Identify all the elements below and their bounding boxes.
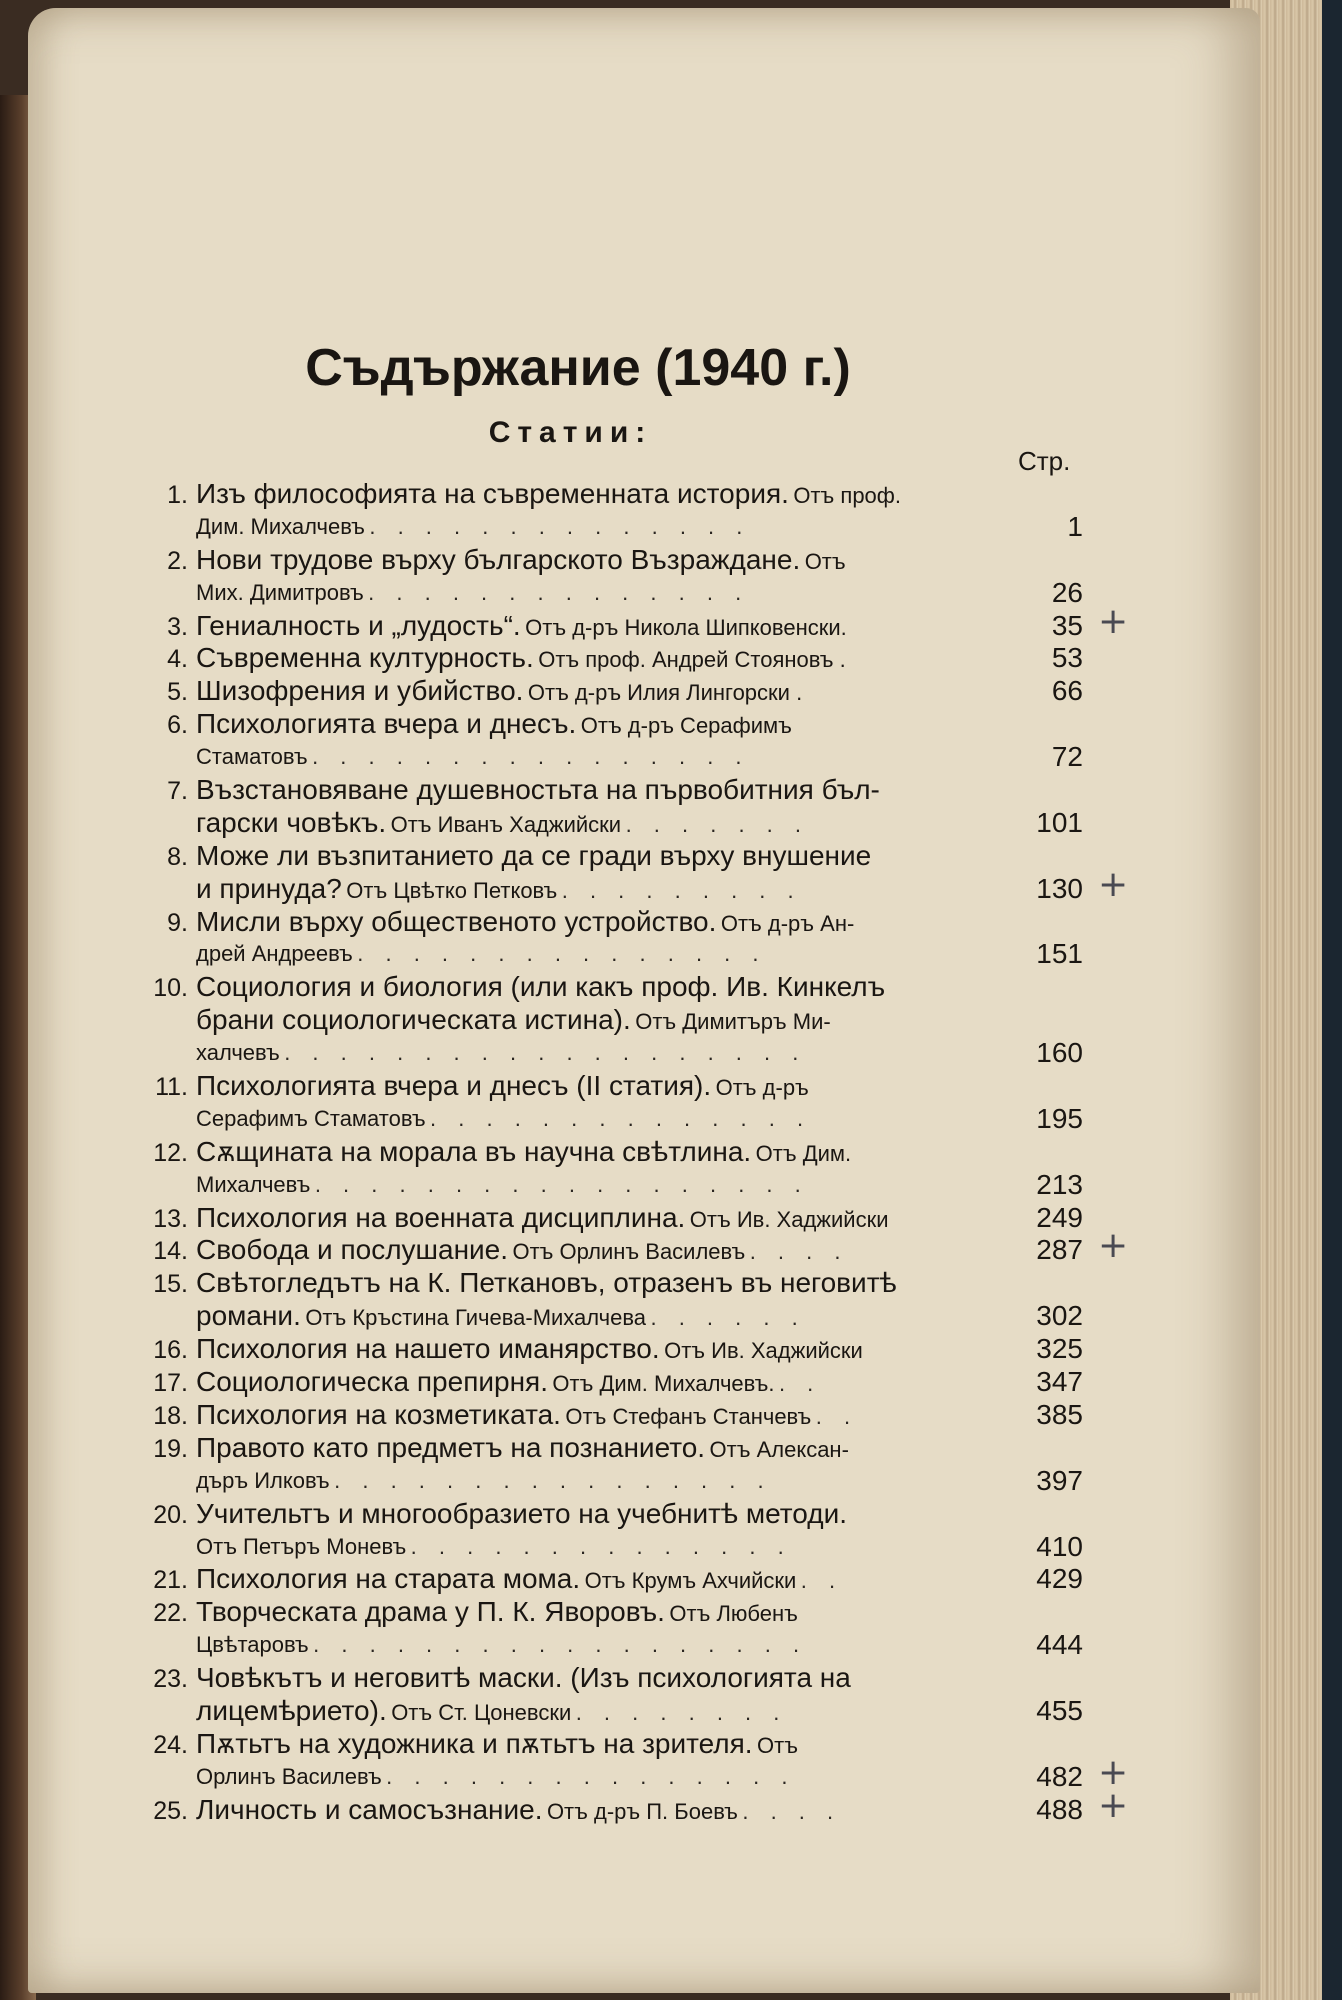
entry-title: Съвременна културность. — [196, 642, 534, 674]
toc-entry-line — [148, 1070, 1083, 1103]
toc-entry-line — [148, 708, 1083, 741]
entry-author: Отъ Кръстина Гичева-Михалчева — [305, 1305, 647, 1331]
entry-number: 14. — [153, 1237, 188, 1266]
entry-number: 11. — [155, 1073, 188, 1102]
leader-dots: . . . . . . . . . . . . . . — [410, 1533, 792, 1559]
toc-entry — [148, 1267, 1083, 1333]
toc-entry-line — [148, 544, 1083, 577]
toc-entry-line — [148, 840, 1083, 873]
toc-entry-line — [148, 1169, 1083, 1202]
toc-entry-line — [148, 1004, 1083, 1037]
entry-author: Отъ — [804, 548, 846, 574]
entry-number: 6. — [167, 711, 188, 740]
toc-entry-line — [148, 741, 1083, 774]
entry-author: Отъ Цвѣтко Петковъ — [346, 877, 558, 903]
toc-entry — [148, 1399, 1083, 1432]
entry-title: гарски човѣкъ. — [196, 806, 387, 838]
toc-entry-line — [148, 1366, 1083, 1399]
handwritten-plus-mark: + — [1098, 863, 1129, 905]
entry-author: Отъ Орлинъ Василевъ — [512, 1239, 746, 1265]
entry-author: Отъ — [757, 1732, 798, 1758]
entry-page-number: 101 — [1036, 806, 1083, 838]
toc-entry-line — [148, 1784, 1129, 1827]
entry-number: 23. — [153, 1665, 188, 1694]
toc-entry-line — [148, 1498, 1083, 1531]
entry-title: Психологията вчера и днесъ. — [196, 708, 577, 740]
toc-entry — [148, 1662, 1083, 1728]
entry-author: Отъ проф. Андрей Стояновъ . — [538, 647, 846, 673]
toc-entry — [148, 1596, 1083, 1662]
entry-number: 24. — [153, 1730, 188, 1759]
leader-dots: . . — [800, 1568, 844, 1594]
entry-author: Отъ Димитъръ Ми- — [635, 1009, 831, 1035]
entry-title: Пѫтьтъ на художника и пѫтьтъ на зрителя. — [196, 1727, 753, 1759]
leader-dots: . . . . . . . . . . . . . . . . — [312, 744, 750, 770]
toc-entry-line — [148, 1751, 1129, 1794]
entry-author: Стаматовъ — [196, 744, 308, 770]
book-page — [28, 8, 1260, 1993]
entry-author: Дим. Михалчевъ — [196, 513, 365, 539]
entry-number: 13. — [153, 1204, 188, 1233]
table-of-contents — [148, 478, 1129, 1827]
entry-title: Учительтъ и многообразието на учебнитѣ методи. — [196, 1497, 847, 1529]
leader-dots: . . . . . . . . . . . . . . . . . . — [314, 1171, 809, 1197]
entry-title: Сѫщината на морала въ научна свѣтлина. — [196, 1135, 752, 1167]
toc-entry — [148, 1225, 1129, 1267]
toc-entry-line — [148, 774, 1083, 807]
entry-author: дрей Андреевъ — [196, 941, 353, 967]
entry-number: 3. — [167, 612, 188, 641]
toc-entry — [148, 774, 1083, 840]
entry-author: Отъ д-ръ Серафимъ — [580, 713, 792, 739]
handwritten-plus-mark: + — [1098, 1751, 1129, 1793]
entry-author: Отъ Дим. Михалчевъ. — [552, 1371, 775, 1397]
toc-entry-line — [148, 600, 1129, 643]
handwritten-plus-mark: + — [1098, 600, 1129, 642]
toc-entry — [148, 1432, 1083, 1498]
toc-entry — [148, 839, 1129, 906]
toc-entry-line — [148, 1695, 1083, 1728]
entry-number: 25. — [153, 1796, 188, 1825]
toc-entry-line — [148, 675, 1083, 708]
entry-number: 18. — [153, 1401, 188, 1430]
entry-title: Шизофрения и убийство. — [196, 675, 524, 707]
toc-entry-line — [148, 1225, 1129, 1267]
entry-number: 5. — [167, 678, 188, 707]
entry-page-number: 160 — [1036, 1037, 1083, 1069]
page-column-heading: Стр. — [1018, 446, 1071, 476]
leader-dots: . . . . . . — [650, 1305, 806, 1331]
toc-entry-line — [148, 511, 1083, 544]
entry-title: Психология на козметиката. — [196, 1398, 561, 1430]
entry-title: брани социологическата истина). — [196, 1004, 631, 1036]
entry-author: халчевъ — [196, 1040, 280, 1066]
entry-title: Мисли върху общественото устройство. — [196, 905, 717, 937]
toc-entry-line — [148, 1333, 1083, 1366]
leader-dots: . . . . . . . . . — [561, 877, 802, 903]
entry-author: Михалчевъ — [196, 1171, 311, 1197]
entry-author: Отъ Дим. — [755, 1140, 852, 1166]
toc-entry — [148, 971, 1083, 1070]
entry-title: Свѣтогледътъ на К. Петкановъ, отразенъ въ неговитѣ — [196, 1267, 897, 1299]
toc-entry-line — [148, 1103, 1083, 1136]
entry-page-number: 444 — [1036, 1629, 1083, 1661]
entry-number: 10. — [153, 974, 188, 1003]
entry-title: Психология на военната дисциплина. — [196, 1201, 686, 1233]
toc-entry-line — [148, 1629, 1083, 1662]
entry-title: Изъ философията на съвременната история. — [196, 478, 789, 509]
entry-author: Серафимъ Стаматовъ — [196, 1105, 426, 1131]
entry-title: лицемѣрието). — [196, 1694, 387, 1726]
entry-page-number: 410 — [1036, 1530, 1083, 1562]
entry-author: Отъ Иванъ Хаджийски — [390, 811, 622, 837]
toc-entry — [148, 1202, 1083, 1235]
entry-page-number: 130 — [1036, 872, 1083, 904]
toc-entry — [148, 906, 1083, 972]
leader-dots: . . — [778, 1371, 822, 1397]
entry-number: 7. — [167, 777, 188, 806]
toc-entry-line — [148, 1563, 1083, 1596]
entry-page-number: 35 — [1051, 609, 1083, 641]
entry-page-number: 429 — [1036, 1563, 1083, 1595]
entry-page-number: 397 — [1036, 1464, 1083, 1496]
entry-number: 12. — [153, 1138, 188, 1167]
entry-title: Правото като предметъ на познанието. — [196, 1431, 706, 1463]
entry-title: Психология на нашето иманярство. — [196, 1333, 660, 1365]
toc-entry-line — [148, 807, 1083, 840]
entry-title: Гениалность и „лудость“. — [196, 609, 521, 641]
entry-author: Отъ д-ръ Ан- — [720, 910, 855, 936]
entry-number: 15. — [153, 1270, 188, 1299]
entry-page-number: 302 — [1036, 1300, 1083, 1332]
entry-page-number: 482 — [1036, 1760, 1083, 1792]
toc-entry-line — [148, 1662, 1083, 1695]
entry-number: 20. — [153, 1500, 188, 1529]
entry-title: Личность и самосъзнание. — [196, 1793, 543, 1825]
toc-entry — [148, 1136, 1083, 1202]
leader-dots: . . . . . . . — [625, 811, 810, 837]
entry-number: 1. — [167, 481, 188, 509]
leader-dots: . . . . — [742, 1798, 842, 1824]
handwritten-plus-mark: + — [1098, 1225, 1129, 1267]
toc-entry-line — [148, 1300, 1083, 1333]
leader-dots: . . . . . . . . . . . . . . . . — [334, 1467, 772, 1493]
entry-number: 16. — [153, 1336, 188, 1365]
entry-title: романи. — [196, 1300, 301, 1332]
toc-entry — [148, 675, 1083, 708]
entry-title: Възстановяване душевностьта на първобитния бъл- — [196, 774, 880, 806]
toc-entry-line — [148, 1432, 1083, 1465]
entry-title: Свобода и послушание. — [196, 1234, 509, 1266]
entry-number: 17. — [153, 1369, 188, 1398]
entry-author: Цвѣтаровъ — [196, 1632, 309, 1658]
toc-entry-line — [148, 1399, 1083, 1432]
toc-entry — [148, 1333, 1083, 1366]
toc-entry-line — [148, 938, 1083, 971]
section-heading: Статии: — [488, 416, 653, 449]
leader-dots: . . . . . . . . . . . . . . — [369, 513, 751, 539]
leader-dots: . . — [815, 1403, 859, 1429]
entry-page-number: 195 — [1036, 1102, 1083, 1134]
entry-title: Човѣкътъ и неговитѣ маски. (Изъ психологията на — [196, 1662, 851, 1694]
entry-author: дъръ Илковъ — [196, 1467, 330, 1493]
handwritten-plus-mark: + — [1098, 1784, 1129, 1826]
entry-title: Психологията вчера и днесъ (II статия). — [196, 1070, 712, 1102]
entry-author: Отъ Крумъ Ахчийски — [584, 1568, 797, 1594]
entry-title: Социология и биология (или какъ проф. Ив. Кинкелъ — [196, 971, 886, 1003]
leader-dots: . . . . . . . . . . . . . . — [368, 579, 750, 605]
toc-entry-line — [148, 1728, 1083, 1761]
toc-entry-line — [148, 1465, 1083, 1498]
toc-entry-line — [148, 642, 1083, 675]
entry-number: 8. — [167, 842, 188, 871]
toc-entry-line — [148, 1267, 1083, 1300]
entry-page-number: 26 — [1051, 576, 1083, 608]
leader-dots: . . . . . . . . — [575, 1699, 788, 1725]
toc-entry — [148, 642, 1083, 675]
entry-page-number: 53 — [1051, 642, 1083, 674]
entry-title: и принуда? — [196, 872, 342, 904]
entry-page-number: 151 — [1036, 938, 1083, 970]
toc-entry — [148, 1563, 1083, 1596]
entry-author: Отъ Стефанъ Станчевъ — [565, 1403, 812, 1429]
entry-author: Отъ д-ръ Илия Лингорски . — [527, 680, 803, 706]
leader-dots: . . . . . . . . . . . . . . . . . . — [313, 1632, 808, 1658]
toc-entry-line — [148, 1037, 1083, 1070]
toc-entry — [148, 1366, 1083, 1399]
entry-title: Може ли възпитанието да се гради върху внушение — [196, 839, 872, 871]
entry-author: Отъ Петъръ Моневъ — [196, 1533, 407, 1559]
toc-entry — [148, 1070, 1083, 1136]
entry-page-number: 287 — [1036, 1234, 1083, 1266]
entry-author: Отъ проф. — [793, 483, 902, 508]
entry-page-number: 249 — [1036, 1201, 1083, 1233]
toc-entry-line — [148, 863, 1129, 906]
entry-number: 4. — [167, 645, 188, 674]
entry-title: Творческата драма у П. К. Яворовъ. — [196, 1596, 665, 1628]
entry-author: Отъ Ив. Хаджийски — [664, 1338, 863, 1364]
entry-author: Отъ д-ръ — [715, 1075, 809, 1101]
page-title: Съдържание (1940 г.) — [305, 339, 851, 397]
entry-author: Отъ д-ръ П. Боевъ — [546, 1798, 738, 1824]
entry-author: Отъ д-ръ Никола Шипковенски. — [525, 614, 847, 640]
toc-entry-line — [148, 1531, 1083, 1564]
leader-dots: . . . . . . . . . . . . . . . . . . . — [284, 1040, 807, 1066]
toc-entry-line — [148, 906, 1083, 939]
leader-dots: . . . . — [749, 1239, 849, 1265]
entry-page-number: 72 — [1051, 741, 1083, 773]
leader-dots: . . . . . . . . . . . . . . . — [357, 941, 767, 967]
entry-title: Социологическа препирня. — [196, 1366, 548, 1398]
toc-entry — [148, 544, 1083, 610]
entry-page-number: 213 — [1036, 1168, 1083, 1200]
entry-title: Психология на старата мома. — [196, 1563, 581, 1595]
toc-entry-line — [148, 577, 1083, 610]
entry-number: 21. — [153, 1566, 188, 1595]
entry-page-number: 488 — [1036, 1793, 1083, 1825]
leader-dots: . . . . . . . . . . . . . . — [430, 1105, 812, 1131]
toc-entry — [148, 1727, 1129, 1794]
entry-number: 19. — [153, 1434, 188, 1463]
toc-entry — [148, 600, 1129, 643]
entry-author: Мих. Димитровъ — [196, 579, 364, 605]
toc-entry-line — [148, 971, 1083, 1004]
toc-entry — [148, 1498, 1083, 1564]
entry-author: Орлинъ Василевъ — [196, 1763, 382, 1789]
entry-page-number: 325 — [1036, 1333, 1083, 1365]
toc-entry-line — [148, 1596, 1083, 1629]
entry-page-number: 347 — [1036, 1366, 1083, 1398]
entry-number: 9. — [167, 908, 188, 937]
entry-page-number: 66 — [1051, 675, 1083, 707]
toc-entry — [148, 708, 1083, 774]
entry-page-number: 455 — [1036, 1694, 1083, 1726]
entry-title: Нови трудове върху българското Възраждане. — [196, 543, 801, 575]
toc-entry-line — [148, 478, 1083, 511]
toc-entry — [148, 1784, 1129, 1827]
entry-page-number: 385 — [1036, 1398, 1083, 1430]
entry-number: 2. — [167, 546, 188, 575]
toc-entry-line — [148, 1136, 1083, 1169]
entry-author: Отъ Любенъ — [669, 1601, 798, 1627]
entry-page-number: 1 — [1067, 510, 1083, 542]
entry-author: Отъ Алексан- — [709, 1436, 849, 1462]
toc-entry — [148, 478, 1083, 544]
toc-entry-line — [148, 1202, 1083, 1235]
leader-dots: . . . . . . . . . . . . . . . — [386, 1763, 796, 1789]
entry-number: 22. — [153, 1599, 188, 1628]
entry-author: Отъ Ст. Цоневски — [391, 1699, 572, 1725]
entry-author: Отъ Ив. Хаджийски — [689, 1206, 889, 1232]
